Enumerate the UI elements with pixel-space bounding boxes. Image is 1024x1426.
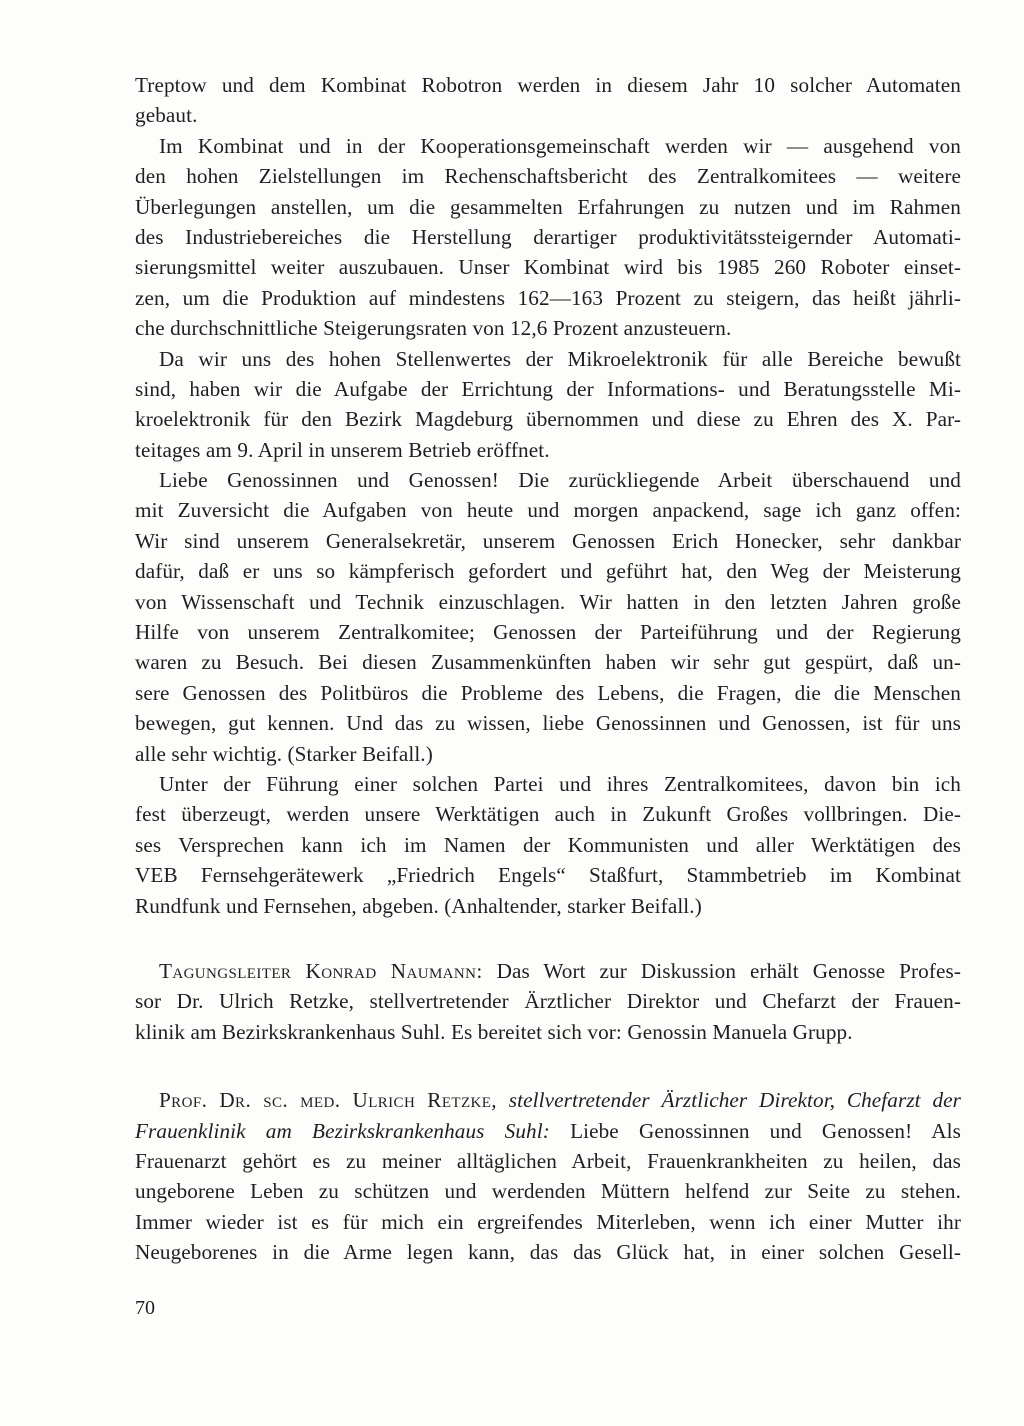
line-text: von Wissenschaft und Technik einzuschlagen. Wir hatten in den letzten Jahren große: [135, 589, 961, 614]
line-text: Da wir uns des hohen Stellenwertes der Mikroelektronik für alle Bereiche bewußt: [159, 346, 961, 371]
paragraph: [135, 769, 961, 921]
line-text: des Industriebereiches die Herstellung derartiger produktivitätssteigernder Automati-: [135, 224, 961, 249]
text-line: [135, 192, 961, 222]
text-line: [135, 222, 961, 252]
line-text: Neugeborenes in die Arme legen kann, das das Glück hat, in einer solchen Gesell-: [135, 1240, 961, 1265]
text-line: [135, 465, 961, 495]
text-line: [135, 1176, 961, 1206]
page-number: 70: [135, 1297, 155, 1319]
text-line: [135, 830, 961, 860]
text-line: [135, 374, 961, 404]
text-line: [135, 1116, 961, 1146]
line-text: fest überzeugt, werden unsere Werktätigen auch in Zukunft Großes vollbringen. Die-: [135, 802, 961, 827]
line-text: teitages am 9. April in unserem Betrieb eröffnet.: [135, 437, 550, 462]
line-text: ses Versprechen kann ich im Namen der Kommunisten und aller Werktätigen des: [135, 832, 961, 857]
line-text: Liebe Genossinnen und Genossen! Als: [570, 1118, 961, 1143]
text-line: [135, 769, 961, 799]
text-line: [135, 1207, 961, 1237]
line-text: Rundfunk und Fernsehen, abgeben. (Anhaltender, starker Beifall.): [135, 893, 702, 918]
text-line: [135, 283, 961, 313]
text-line: [135, 100, 961, 130]
text-line: [135, 252, 961, 282]
line-text: Treptow und dem Kombinat Robotron werden in diesem Jahr 10 solcher Automaten: [135, 73, 961, 97]
body-text: [135, 70, 961, 1267]
text-line: [135, 70, 961, 100]
line-text: VEB Fernsehgerätewerk „Friedrich Engels“ Staßfurt, Stammbetrieb im Kombinat: [135, 863, 961, 888]
line-text: waren zu Besuch. Bei diesen Zusammenkünften haben wir sehr gut gespürt, daß un-: [135, 650, 961, 675]
paragraph: [135, 70, 961, 131]
line-text: alle sehr wichtig. (Starker Beifall.): [135, 741, 433, 766]
line-text: Liebe Genossinnen und Genossen! Die zurückliegende Arbeit überschauend und: [159, 468, 961, 493]
text-line: [135, 986, 961, 1016]
line-text: gebaut.: [135, 103, 198, 128]
text-line: [135, 404, 961, 434]
text-line: [135, 344, 961, 374]
paragraph: [135, 131, 961, 344]
line-text: ungeborene Leben zu schützen und werdenden Müttern helfend zur Seite zu stehen.: [135, 1179, 961, 1204]
text-line: [135, 1146, 961, 1176]
text-line: [135, 161, 961, 191]
speaker-paragraph: [135, 956, 961, 1047]
text-line: [135, 708, 961, 738]
text-line: [135, 1085, 961, 1115]
line-text: Immer wieder ist es für mich ein ergreifendes Miterleben, wenn ich einer Mutter ihr: [135, 1209, 961, 1234]
text-line: [135, 495, 961, 525]
text-line: [135, 647, 961, 677]
text-line: [135, 860, 961, 890]
line-text: kroelektronik für den Bezirk Magdeburg übernommen und diese zu Ehren des X. Par-: [135, 407, 961, 432]
speaker-role: stellvertretender Ärztlicher Direktor, Chefarzt der: [508, 1088, 961, 1113]
line-text: sierungsmittel weiter auszubauen. Unser Kombinat wird bis 1985 260 Roboter einset-: [135, 255, 961, 280]
text-line: [135, 587, 961, 617]
text-line: [135, 891, 961, 921]
line-text: den hohen Zielstellungen im Rechenschaftsbericht des Zentralkomitees — weitere: [135, 164, 961, 189]
line-text: Wir sind unserem Generalsekretär, unserem Genossen Erich Honecker, sehr dankbar: [135, 528, 961, 553]
line-text: che durchschnittliche Steigerungsraten von 12,6 Prozent anzusteuern.: [135, 316, 732, 341]
speaker-role: Frauenklinik am Bezirkskrankenhaus Suhl:: [135, 1118, 550, 1143]
line-text: Hilfe von unserem Zentralkomitee; Genossen der Parteiführung und der Regierung: [135, 620, 961, 645]
line-text: Überlegungen anstellen, um die gesammelten Erfahrungen zu nutzen und im Rahmen: [135, 194, 961, 219]
line-text: mit Zuversicht die Aufgaben von heute und morgen anpackend, sage ich ganz offen:: [135, 498, 961, 523]
line-text: dafür, daß er uns so kämpferisch gefordert und geführt hat, den Weg der Meisterung: [135, 559, 961, 584]
speaker-name: Prof. Dr. sc. med. Ulrich Retzke,: [159, 1088, 497, 1113]
paragraph: [135, 344, 961, 466]
line-text: Das Wort zur Diskussion erhält Genosse Profes-: [496, 958, 961, 983]
text-line: [135, 956, 961, 986]
text-line: [135, 526, 961, 556]
line-text: sor Dr. Ulrich Retzke, stellvertretender Ärztlicher Direktor und Chefarzt der Frauen-: [135, 989, 961, 1014]
line-text: Unter der Führung einer solchen Partei und ihres Zentralkomitees, davon bin ich: [159, 771, 961, 796]
text-line: [135, 678, 961, 708]
text-line: [135, 313, 961, 343]
paragraph: [135, 465, 961, 769]
text-line: [135, 435, 961, 465]
text-line: [135, 739, 961, 769]
text-line: [135, 1017, 961, 1047]
line-text: sind, haben wir die Aufgabe der Errichtung der Informations- und Beratungsstelle Mi-: [135, 376, 961, 401]
line-text: Frauenarzt gehört es zu meiner alltäglichen Arbeit, Frauenkrankheiten zu heilen, das: [135, 1148, 961, 1173]
line-text: bewegen, gut kennen. Und das zu wissen, liebe Genossinnen und Genossen, ist für uns: [135, 711, 961, 736]
line-text: Im Kombinat und in der Kooperationsgemeinschaft werden wir — ausgehend von: [159, 133, 961, 158]
line-text: zen, um die Produktion auf mindestens 162—163 Prozent zu steigern, das heißt jährli-: [135, 285, 961, 310]
line-text: sere Genossen des Politbüros die Probleme des Lebens, die Fragen, die die Menschen: [135, 680, 961, 705]
line-text: klinik am Bezirkskrankenhaus Suhl. Es bereitet sich vor: Genossin Manuela Grupp.: [135, 1019, 853, 1044]
text-line: [135, 131, 961, 161]
speaker-name: Tagungsleiter Konrad Naumann:: [159, 958, 483, 983]
text-line: [135, 799, 961, 829]
text-line: [135, 1237, 961, 1267]
text-line: [135, 617, 961, 647]
speaker-paragraph: [135, 1085, 961, 1267]
text-line: [135, 556, 961, 586]
